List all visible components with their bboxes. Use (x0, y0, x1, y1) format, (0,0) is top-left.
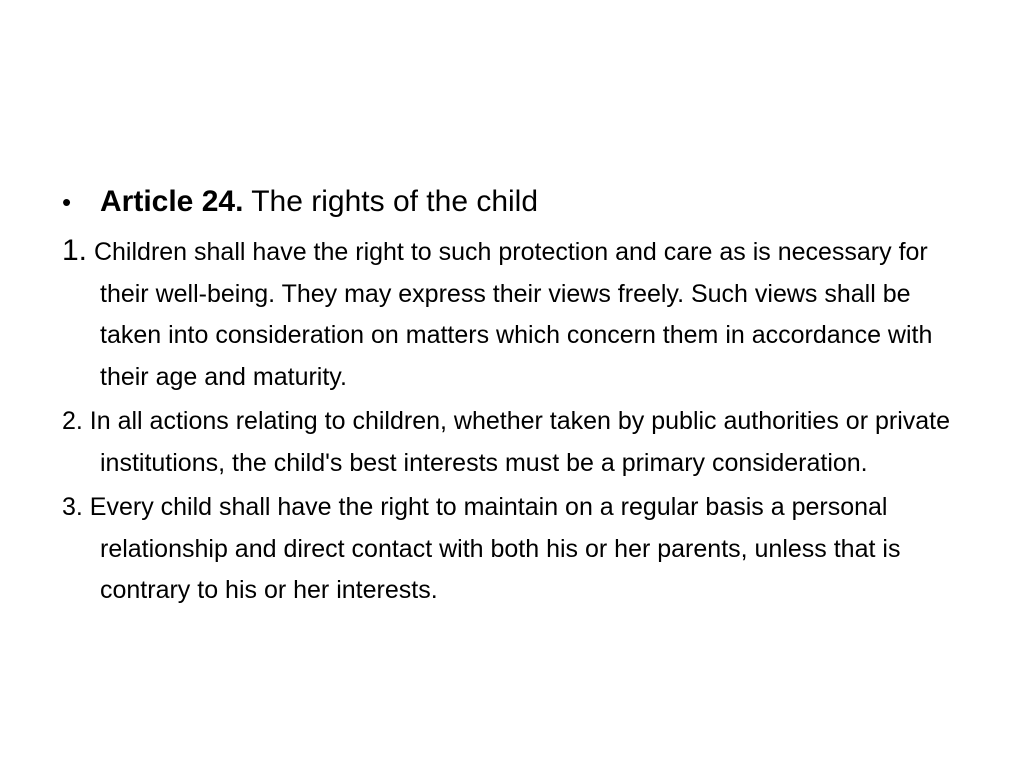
paragraph-2-text: In all actions relating to children, whether taken by public authorities or private institutions, the child's best interests must be a primary consideration. (82, 407, 950, 477)
paragraph-1-number: 1. (62, 234, 88, 267)
article-number: Article 24. (100, 185, 244, 218)
bullet-icon: • (62, 187, 72, 217)
paragraph-1-text: Children shall have the right to such protection and care as is necessary for their well-being. They may express their views freely. Such views shall be taken into consideration on matters which concern them in accordance with their age and maturity. (87, 238, 933, 391)
paragraph-3-text: Every child shall have the right to maintain on a regular basis a personal relationship and direct contact with both his or her parents, unless that is contrary to his or her interests. (82, 493, 901, 604)
article-heading (62, 180, 972, 224)
paragraph-2-number: 2. (62, 407, 83, 435)
paragraph-3 (62, 487, 972, 612)
paragraph-3-number: 3. (62, 493, 83, 521)
article-title: The rights of the child (243, 185, 539, 218)
paragraph-2 (62, 401, 972, 484)
slide-content (62, 180, 972, 615)
paragraph-1 (62, 230, 972, 398)
